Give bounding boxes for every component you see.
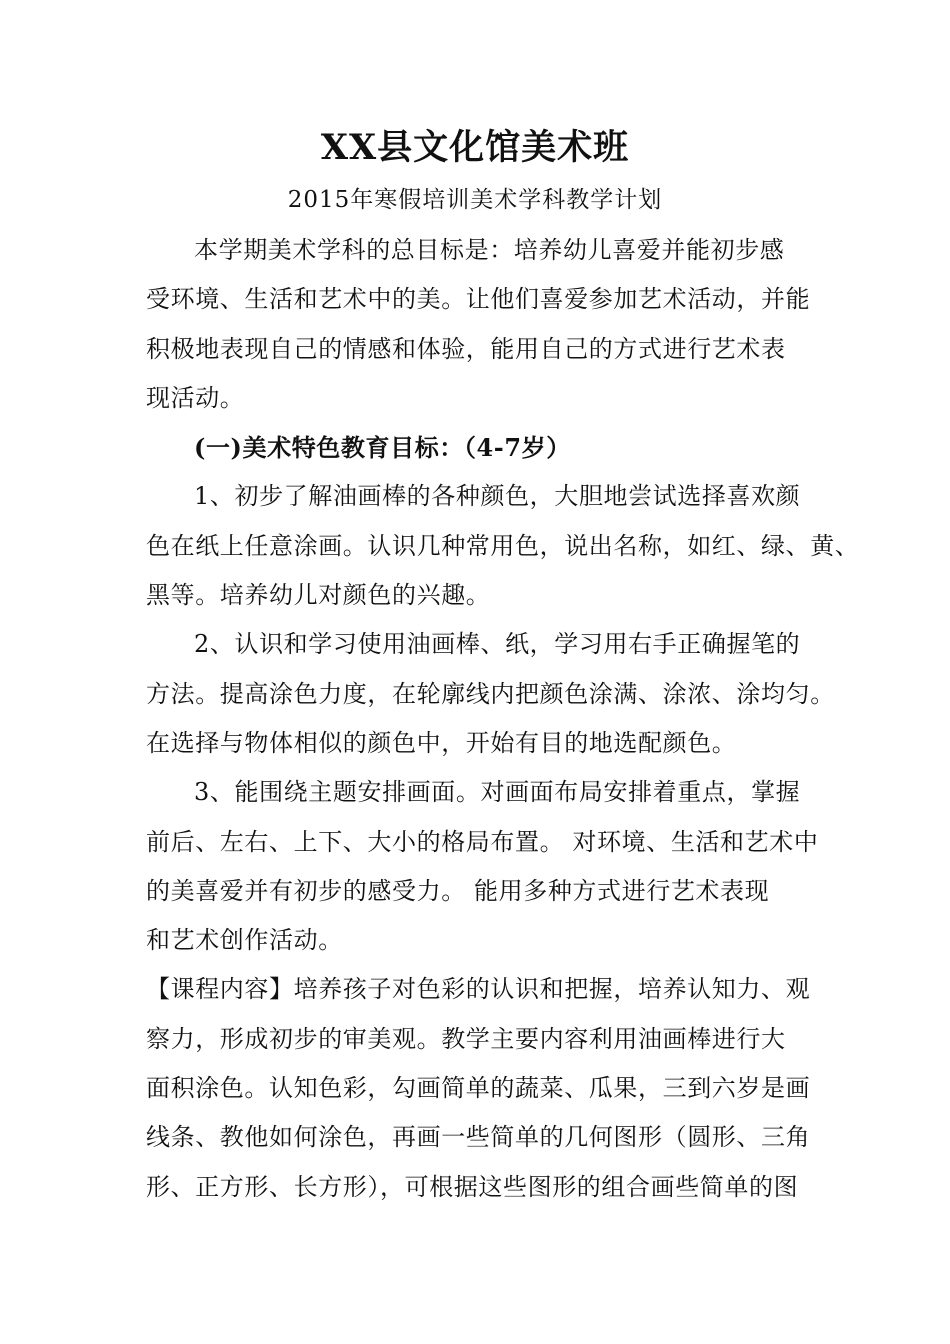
paragraph-line: 面积涂色。认知色彩，勾画简单的蔬菜、瓜果，三到六岁是画 (146, 1074, 811, 1103)
document-body (146, 226, 860, 1212)
paragraph-line: 1、初步了解油画棒的各种颜色，大胆地尝试选择喜欢颜 (194, 482, 801, 511)
paragraph-line: 色在纸上任意涂画。认识几种常用色，说出名称，如红、绿、黄、 (146, 531, 860, 560)
section-heading: (一)美术特色教育目标：（4-7岁） (194, 433, 571, 463)
paragraph-line: 现活动。 (146, 383, 245, 412)
paragraph-line: 方法。提高涂色力度，在轮廓线内把颜色涂满、涂浓、涂均匀。 (146, 679, 835, 708)
document-subtitle: 2015年寒假培训美术学科教学计划 (287, 187, 663, 213)
paragraph-line: 在选择与物体相似的颜色中，开始有目的地选配颜色。 (146, 728, 737, 757)
paragraph-line: 【课程内容】培养孩子对色彩的认识和把握，培养认知力、观 (146, 975, 811, 1004)
paragraph-line: 线条、教他如何涂色，再画一些简单的几何图形（圆形、三角 (146, 1123, 811, 1152)
paragraph-line: 和艺术创作活动。 (146, 926, 343, 955)
paragraph-line: 的美喜爱并有初步的感受力。 能用多种方式进行艺术表现 (146, 876, 770, 905)
paragraph-line: 黑等。培养幼儿对颜色的兴趣。 (146, 581, 491, 610)
paragraph-line: 积极地表现自己的情感和体验，能用自己的方式进行艺术表 (146, 334, 786, 363)
paragraph-line: 本学期美术学科的总目标是：培养幼儿喜爱并能初步感 (194, 236, 785, 264)
paragraph-line: 2、认识和学习使用油画棒、纸，学习用右手正确握笔的 (194, 630, 801, 659)
document-title: XX县文化馆美术班 (320, 127, 630, 168)
paragraph-line: 前后、左右、上下、大小的格局布置。 对环境、生活和艺术中 (146, 827, 819, 856)
paragraph-line: 形、正方形、长方形），可根据这些图形的组合画些简单的图 (146, 1172, 799, 1201)
paragraph-line: 3、能围绕主题安排画面。对画面布局安排着重点，掌握 (194, 778, 801, 807)
paragraph-line: 受环境、生活和艺术中的美。让他们喜爱参加艺术活动，并能 (146, 285, 811, 314)
paragraph-line: 察力，形成初步的审美观。教学主要内容利用油画棒进行大 (146, 1024, 786, 1053)
